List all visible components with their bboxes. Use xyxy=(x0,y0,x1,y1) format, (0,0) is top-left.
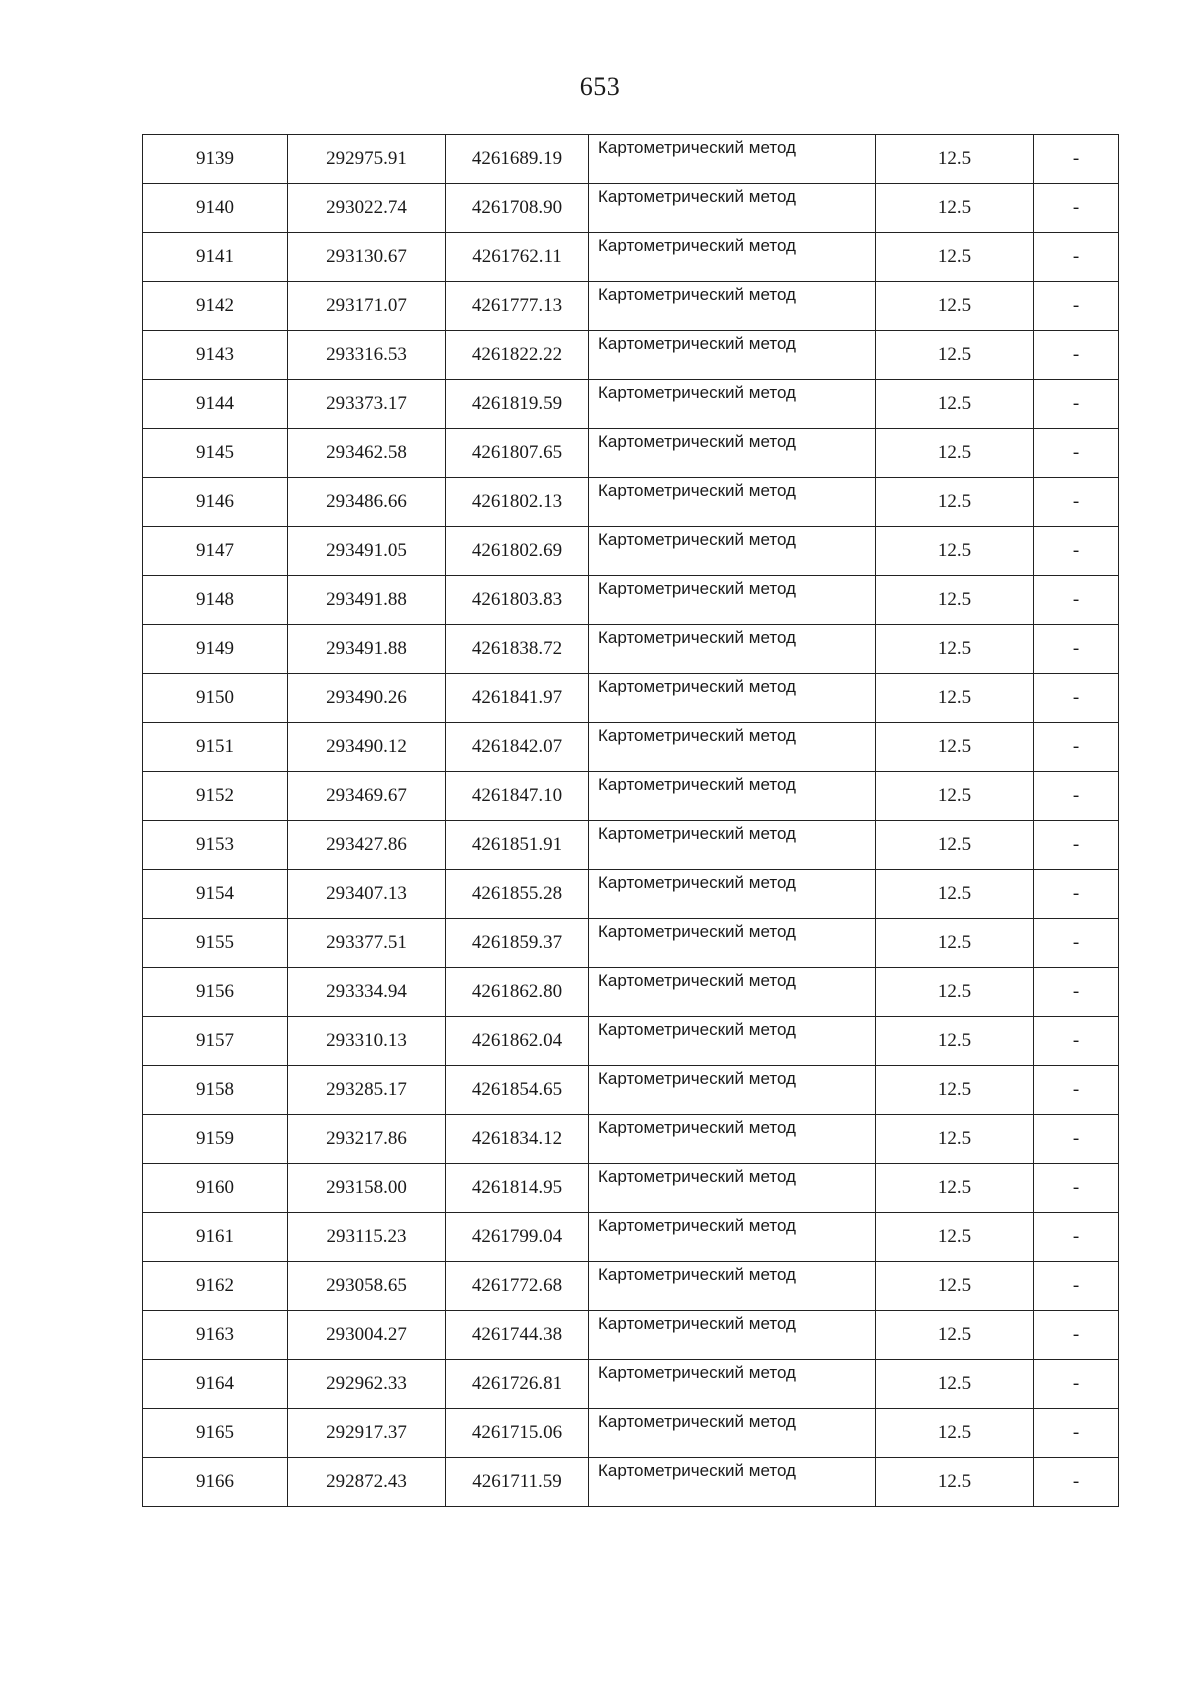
table-row xyxy=(143,1458,1119,1507)
method-cell: Картометрический метод xyxy=(589,380,876,429)
point-number-cell: 9151 xyxy=(143,723,288,772)
method-cell: Картометрический метод xyxy=(589,282,876,331)
coordinate-y-cell: 4261715.06 xyxy=(446,1409,589,1458)
accuracy-cell: 12.5 xyxy=(876,1017,1034,1066)
point-number-cell: 9142 xyxy=(143,282,288,331)
accuracy-cell: 12.5 xyxy=(876,1213,1034,1262)
point-number-cell: 9157 xyxy=(143,1017,288,1066)
point-number-cell: 9155 xyxy=(143,919,288,968)
coordinates-table xyxy=(142,134,1119,1507)
method-cell: Картометрический метод xyxy=(589,1458,876,1507)
accuracy-cell: 12.5 xyxy=(876,478,1034,527)
note-cell: - xyxy=(1034,1213,1119,1262)
method-cell: Картометрический метод xyxy=(589,772,876,821)
accuracy-cell: 12.5 xyxy=(876,1458,1034,1507)
coordinate-x-cell: 293171.07 xyxy=(288,282,446,331)
coordinate-y-cell: 4261855.28 xyxy=(446,870,589,919)
coordinate-y-cell: 4261834.12 xyxy=(446,1115,589,1164)
table-row xyxy=(143,380,1119,429)
point-number-cell: 9147 xyxy=(143,527,288,576)
note-cell: - xyxy=(1034,135,1119,184)
table-row xyxy=(143,233,1119,282)
coordinate-x-cell: 293217.86 xyxy=(288,1115,446,1164)
accuracy-cell: 12.5 xyxy=(876,625,1034,674)
accuracy-cell: 12.5 xyxy=(876,429,1034,478)
point-number-cell: 9141 xyxy=(143,233,288,282)
coordinate-y-cell: 4261689.19 xyxy=(446,135,589,184)
point-number-cell: 9139 xyxy=(143,135,288,184)
point-number-cell: 9149 xyxy=(143,625,288,674)
point-number-cell: 9166 xyxy=(143,1458,288,1507)
table-row xyxy=(143,919,1119,968)
accuracy-cell: 12.5 xyxy=(876,1409,1034,1458)
table-row xyxy=(143,1213,1119,1262)
table-row xyxy=(143,527,1119,576)
coordinate-x-cell: 292872.43 xyxy=(288,1458,446,1507)
accuracy-cell: 12.5 xyxy=(876,1066,1034,1115)
note-cell: - xyxy=(1034,1115,1119,1164)
table-row xyxy=(143,576,1119,625)
coordinate-x-cell: 293491.88 xyxy=(288,576,446,625)
coordinate-x-cell: 293130.67 xyxy=(288,233,446,282)
coordinate-x-cell: 293316.53 xyxy=(288,331,446,380)
accuracy-cell: 12.5 xyxy=(876,1311,1034,1360)
coordinate-y-cell: 4261708.90 xyxy=(446,184,589,233)
point-number-cell: 9146 xyxy=(143,478,288,527)
table-row xyxy=(143,1409,1119,1458)
note-cell: - xyxy=(1034,576,1119,625)
coordinate-x-cell: 293427.86 xyxy=(288,821,446,870)
method-cell: Картометрический метод xyxy=(589,576,876,625)
coordinate-x-cell: 293407.13 xyxy=(288,870,446,919)
table-row xyxy=(143,282,1119,331)
point-number-cell: 9150 xyxy=(143,674,288,723)
accuracy-cell: 12.5 xyxy=(876,184,1034,233)
method-cell: Картометрический метод xyxy=(589,233,876,282)
method-cell: Картометрический метод xyxy=(589,1066,876,1115)
table-row xyxy=(143,1311,1119,1360)
method-cell: Картометрический метод xyxy=(589,527,876,576)
coordinate-x-cell: 293486.66 xyxy=(288,478,446,527)
coordinate-y-cell: 4261862.80 xyxy=(446,968,589,1017)
point-number-cell: 9154 xyxy=(143,870,288,919)
coordinate-y-cell: 4261726.81 xyxy=(446,1360,589,1409)
coordinate-x-cell: 293491.88 xyxy=(288,625,446,674)
note-cell: - xyxy=(1034,968,1119,1017)
note-cell: - xyxy=(1034,1409,1119,1458)
coordinate-x-cell: 292962.33 xyxy=(288,1360,446,1409)
table-row xyxy=(143,429,1119,478)
table-row xyxy=(143,1017,1119,1066)
method-cell: Картометрический метод xyxy=(589,1213,876,1262)
coordinate-x-cell: 293158.00 xyxy=(288,1164,446,1213)
accuracy-cell: 12.5 xyxy=(876,233,1034,282)
table-row xyxy=(143,1360,1119,1409)
point-number-cell: 9153 xyxy=(143,821,288,870)
accuracy-cell: 12.5 xyxy=(876,919,1034,968)
page-number: 653 xyxy=(579,72,621,101)
method-cell: Картометрический метод xyxy=(589,1409,876,1458)
point-number-cell: 9161 xyxy=(143,1213,288,1262)
method-cell: Картометрический метод xyxy=(589,625,876,674)
method-cell: Картометрический метод xyxy=(589,723,876,772)
table-row xyxy=(143,723,1119,772)
coordinate-y-cell: 4261862.04 xyxy=(446,1017,589,1066)
coordinate-y-cell: 4261772.68 xyxy=(446,1262,589,1311)
table-row xyxy=(143,331,1119,380)
coordinate-x-cell: 293490.26 xyxy=(288,674,446,723)
table-row xyxy=(143,674,1119,723)
point-number-cell: 9162 xyxy=(143,1262,288,1311)
accuracy-cell: 12.5 xyxy=(876,576,1034,625)
coordinate-x-cell: 293469.67 xyxy=(288,772,446,821)
point-number-cell: 9158 xyxy=(143,1066,288,1115)
point-number-cell: 9144 xyxy=(143,380,288,429)
method-cell: Картометрический метод xyxy=(589,135,876,184)
point-number-cell: 9165 xyxy=(143,1409,288,1458)
note-cell: - xyxy=(1034,331,1119,380)
note-cell: - xyxy=(1034,429,1119,478)
point-number-cell: 9145 xyxy=(143,429,288,478)
accuracy-cell: 12.5 xyxy=(876,870,1034,919)
method-cell: Картометрический метод xyxy=(589,184,876,233)
coordinates-table-body xyxy=(143,135,1119,1507)
accuracy-cell: 12.5 xyxy=(876,821,1034,870)
coordinate-y-cell: 4261859.37 xyxy=(446,919,589,968)
note-cell: - xyxy=(1034,723,1119,772)
coordinate-y-cell: 4261841.97 xyxy=(446,674,589,723)
coordinate-x-cell: 293377.51 xyxy=(288,919,446,968)
accuracy-cell: 12.5 xyxy=(876,1360,1034,1409)
coordinate-y-cell: 4261807.65 xyxy=(446,429,589,478)
method-cell: Картометрический метод xyxy=(589,1262,876,1311)
coordinate-y-cell: 4261814.95 xyxy=(446,1164,589,1213)
point-number-cell: 9160 xyxy=(143,1164,288,1213)
table-row xyxy=(143,968,1119,1017)
accuracy-cell: 12.5 xyxy=(876,527,1034,576)
accuracy-cell: 12.5 xyxy=(876,282,1034,331)
method-cell: Картометрический метод xyxy=(589,919,876,968)
coordinate-y-cell: 4261744.38 xyxy=(446,1311,589,1360)
coordinate-x-cell: 293334.94 xyxy=(288,968,446,1017)
method-cell: Картометрический метод xyxy=(589,1115,876,1164)
note-cell: - xyxy=(1034,478,1119,527)
coordinate-y-cell: 4261847.10 xyxy=(446,772,589,821)
coordinate-x-cell: 293058.65 xyxy=(288,1262,446,1311)
coordinate-x-cell: 293462.58 xyxy=(288,429,446,478)
method-cell: Картометрический метод xyxy=(589,821,876,870)
accuracy-cell: 12.5 xyxy=(876,331,1034,380)
accuracy-cell: 12.5 xyxy=(876,1164,1034,1213)
accuracy-cell: 12.5 xyxy=(876,1115,1034,1164)
coordinate-x-cell: 293004.27 xyxy=(288,1311,446,1360)
method-cell: Картометрический метод xyxy=(589,674,876,723)
coordinate-x-cell: 293022.74 xyxy=(288,184,446,233)
accuracy-cell: 12.5 xyxy=(876,674,1034,723)
point-number-cell: 9152 xyxy=(143,772,288,821)
coordinate-x-cell: 292975.91 xyxy=(288,135,446,184)
table-row xyxy=(143,135,1119,184)
coordinate-x-cell: 293490.12 xyxy=(288,723,446,772)
coordinate-y-cell: 4261842.07 xyxy=(446,723,589,772)
table-row xyxy=(143,478,1119,527)
accuracy-cell: 12.5 xyxy=(876,135,1034,184)
note-cell: - xyxy=(1034,1164,1119,1213)
coordinate-y-cell: 4261777.13 xyxy=(446,282,589,331)
accuracy-cell: 12.5 xyxy=(876,380,1034,429)
note-cell: - xyxy=(1034,233,1119,282)
method-cell: Картометрический метод xyxy=(589,1164,876,1213)
note-cell: - xyxy=(1034,380,1119,429)
method-cell: Картометрический метод xyxy=(589,870,876,919)
table-row xyxy=(143,772,1119,821)
coordinate-y-cell: 4261711.59 xyxy=(446,1458,589,1507)
note-cell: - xyxy=(1034,1262,1119,1311)
coordinate-y-cell: 4261802.69 xyxy=(446,527,589,576)
accuracy-cell: 12.5 xyxy=(876,1262,1034,1311)
method-cell: Картометрический метод xyxy=(589,429,876,478)
point-number-cell: 9140 xyxy=(143,184,288,233)
method-cell: Картометрический метод xyxy=(589,1311,876,1360)
note-cell: - xyxy=(1034,870,1119,919)
note-cell: - xyxy=(1034,919,1119,968)
table-row xyxy=(143,1115,1119,1164)
point-number-cell: 9156 xyxy=(143,968,288,1017)
note-cell: - xyxy=(1034,821,1119,870)
coordinate-y-cell: 4261822.22 xyxy=(446,331,589,380)
coordinate-y-cell: 4261819.59 xyxy=(446,380,589,429)
table-row xyxy=(143,184,1119,233)
method-cell: Картометрический метод xyxy=(589,1017,876,1066)
coordinate-y-cell: 4261803.83 xyxy=(446,576,589,625)
note-cell: - xyxy=(1034,674,1119,723)
coordinate-y-cell: 4261762.11 xyxy=(446,233,589,282)
coordinate-y-cell: 4261799.04 xyxy=(446,1213,589,1262)
note-cell: - xyxy=(1034,1066,1119,1115)
point-number-cell: 9148 xyxy=(143,576,288,625)
note-cell: - xyxy=(1034,1311,1119,1360)
method-cell: Картометрический метод xyxy=(589,1360,876,1409)
table-row xyxy=(143,1164,1119,1213)
note-cell: - xyxy=(1034,1017,1119,1066)
point-number-cell: 9163 xyxy=(143,1311,288,1360)
method-cell: Картометрический метод xyxy=(589,478,876,527)
table-row xyxy=(143,1066,1119,1115)
coordinate-y-cell: 4261838.72 xyxy=(446,625,589,674)
point-number-cell: 9159 xyxy=(143,1115,288,1164)
coordinate-y-cell: 4261851.91 xyxy=(446,821,589,870)
point-number-cell: 9143 xyxy=(143,331,288,380)
note-cell: - xyxy=(1034,1458,1119,1507)
coordinate-x-cell: 293115.23 xyxy=(288,1213,446,1262)
coordinate-y-cell: 4261802.13 xyxy=(446,478,589,527)
coordinate-x-cell: 293373.17 xyxy=(288,380,446,429)
note-cell: - xyxy=(1034,625,1119,674)
table-row xyxy=(143,821,1119,870)
coordinate-x-cell: 293310.13 xyxy=(288,1017,446,1066)
note-cell: - xyxy=(1034,772,1119,821)
table-row xyxy=(143,625,1119,674)
table-row xyxy=(143,870,1119,919)
coordinate-x-cell: 293285.17 xyxy=(288,1066,446,1115)
note-cell: - xyxy=(1034,1360,1119,1409)
accuracy-cell: 12.5 xyxy=(876,968,1034,1017)
method-cell: Картометрический метод xyxy=(589,331,876,380)
accuracy-cell: 12.5 xyxy=(876,772,1034,821)
coordinate-x-cell: 293491.05 xyxy=(288,527,446,576)
note-cell: - xyxy=(1034,184,1119,233)
note-cell: - xyxy=(1034,282,1119,331)
accuracy-cell: 12.5 xyxy=(876,723,1034,772)
note-cell: - xyxy=(1034,527,1119,576)
point-number-cell: 9164 xyxy=(143,1360,288,1409)
coordinate-y-cell: 4261854.65 xyxy=(446,1066,589,1115)
table-row xyxy=(143,1262,1119,1311)
coordinate-x-cell: 292917.37 xyxy=(288,1409,446,1458)
method-cell: Картометрический метод xyxy=(589,968,876,1017)
